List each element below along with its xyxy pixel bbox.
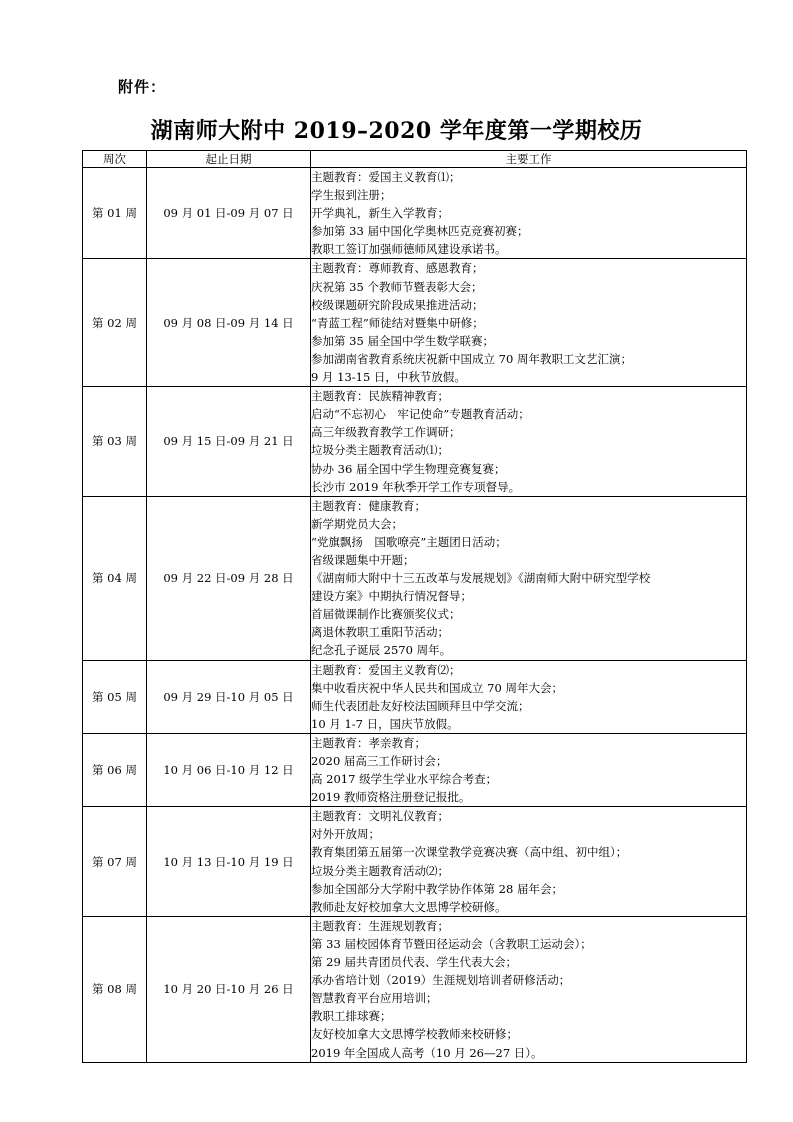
date-range-cell: 09 月 22 日-09 月 28 日	[147, 496, 311, 660]
work-item: 参加全国部分大学附中教学协作体第 28 届年会；	[311, 881, 563, 896]
work-item: 首届微课制作比赛颁奖仪式；	[311, 607, 461, 622]
work-item: 友好校加拿大文思博学校教师来校研修；	[311, 1027, 518, 1042]
work-item: 9 月 13-15 日，中秋节放假。	[311, 370, 466, 385]
work-cell	[311, 168, 747, 259]
work-item: 参加湖南省教育系统庆祝新中国成立 70 周年教职工文艺汇演；	[311, 351, 632, 366]
work-item: 长沙市 2019 年秋季开学工作专项督导。	[311, 479, 521, 494]
work-item: 教职工签订加强师德师风建设承诺书。	[311, 242, 507, 257]
work-item: 新学期党员大会；	[311, 516, 403, 531]
work-item: 师生代表团赴友好校法国顾拜旦中学交流；	[311, 698, 530, 713]
week-cell: 第 07 周	[83, 807, 147, 917]
work-item: 庆祝第 35 个教师节暨表彰大会；	[311, 279, 483, 294]
work-item: 教育集团第五届第一次课堂教学竞赛决赛（高中组、初中组）；	[311, 845, 628, 860]
table-row	[83, 660, 747, 733]
work-item: 主题教育：爱国主义教育⑵；	[311, 662, 461, 677]
week-cell: 第 01 周	[83, 168, 147, 259]
school-calendar-table	[82, 150, 747, 1063]
week-cell: 第 06 周	[83, 733, 147, 806]
work-item: 主题教育：文明礼仪教育；	[311, 809, 449, 824]
work-item: 省级课题集中开题；	[311, 552, 415, 567]
date-range-cell: 10 月 20 日-10 月 26 日	[147, 916, 311, 1062]
work-cell	[311, 496, 747, 660]
work-item: 垃圾分类主题教育活动⑴；	[311, 443, 449, 458]
work-cell	[311, 807, 747, 917]
work-item: 2019 教师资格注册登记报批。	[311, 790, 471, 805]
week-cell: 第 08 周	[83, 916, 147, 1062]
work-item: 主题教育：民族精神教育；	[311, 389, 449, 404]
work-item: 协办 36 届全国中学生物理竞赛复赛；	[311, 461, 506, 476]
table-row	[83, 807, 747, 917]
work-item: 2019 年全国成人高考（10 月 26—27 日）。	[311, 1045, 543, 1060]
work-item: 主题教育：爱国主义教育⑴；	[311, 170, 461, 184]
week-cell: 第 02 周	[83, 259, 147, 387]
work-item: 参加第 33 届中国化学奥林匹克竞赛初赛；	[311, 224, 529, 239]
work-cell	[311, 916, 747, 1062]
work-item: 智慧教育平台应用培训；	[311, 991, 438, 1006]
week-cell: 第 04 周	[83, 496, 147, 660]
work-item: 承办省培计划（2019）生涯规划培训者研修活动；	[311, 973, 571, 988]
work-item: 离退休教职工重阳节活动；	[311, 625, 449, 640]
table-row	[83, 168, 747, 259]
header-work: 主要工作	[311, 151, 747, 168]
date-range-cell: 09 月 01 日-09 月 07 日	[147, 168, 311, 259]
work-item: 教职工排球赛；	[311, 1009, 392, 1024]
work-item: 10 月 1-7 日，国庆节放假。	[311, 716, 459, 731]
work-item: “党旗飘扬 国歌嘹亮”主题团日活动；	[311, 534, 507, 549]
work-cell	[311, 733, 747, 806]
work-item: 高三年级教育教学工作调研；	[311, 425, 461, 440]
table-row	[83, 387, 747, 497]
work-item: 启动“不忘初心 牢记使命”专题教育活动；	[311, 407, 530, 422]
work-item: 参加第 35 届全国中学生数学联赛；	[311, 333, 494, 348]
date-range-cell: 10 月 06 日-10 月 12 日	[147, 733, 311, 806]
date-range-cell: 10 月 13 日-10 月 19 日	[147, 807, 311, 917]
work-item: 《湖南师大附中十三五改革与发展规划》《湖南师大附中研究型学校	[311, 571, 651, 586]
work-item: 学生报到注册；	[311, 188, 392, 203]
work-item: 开学典礼，新生入学教育；	[311, 206, 449, 221]
work-item: 第 29 届共青团员代表、学生代表大会；	[311, 955, 517, 970]
work-item: 教师赴友好校加拿大文思博学校研修。	[311, 899, 507, 914]
attachment-label: 附件：	[118, 78, 167, 96]
work-item: 垃圾分类主题教育活动⑵；	[311, 863, 449, 878]
table-row	[83, 496, 747, 660]
work-item: 主题教育：孝亲教育；	[311, 735, 426, 750]
table-row	[83, 259, 747, 387]
work-item: 主题教育：健康教育；	[311, 498, 426, 513]
work-item: 对外开放周；	[311, 827, 380, 842]
week-cell: 第 03 周	[83, 387, 147, 497]
work-cell	[311, 660, 747, 733]
work-item: 纪念孔子诞辰 2570 周年。	[311, 643, 452, 658]
date-range-cell: 09 月 15 日-09 月 21 日	[147, 387, 311, 497]
week-cell: 第 05 周	[83, 660, 147, 733]
work-cell	[311, 259, 747, 387]
work-item: 主题教育：生涯规划教育；	[311, 918, 449, 933]
table-row	[83, 916, 747, 1062]
work-item: 校级课题研究阶段成果推进活动；	[311, 297, 484, 312]
work-item: “青蓝工程”师徒结对暨集中研修；	[311, 315, 484, 330]
work-item: 第 33 届校园体育节暨田径运动会（含教职工运动会）；	[311, 936, 592, 951]
work-cell	[311, 387, 747, 497]
header-week: 周次	[83, 151, 147, 168]
work-item: 高 2017 级学生学业水平综合考查；	[311, 772, 498, 787]
table-header-row	[83, 151, 747, 168]
work-item: 主题教育：尊师教育、感恩教育；	[311, 261, 484, 276]
header-dates: 起止日期	[147, 151, 311, 168]
table-body	[83, 168, 747, 1063]
document-title: 湖南师大附中 2019–2020 学年度第一学期校历	[150, 118, 643, 144]
work-item: 集中收看庆祝中华人民共和国成立 70 周年大会；	[311, 680, 563, 695]
table-row	[83, 733, 747, 806]
date-range-cell: 09 月 08 日-09 月 14 日	[147, 259, 311, 387]
work-item: 建设方案》中期执行情况督导；	[311, 589, 472, 604]
date-range-cell: 09 月 29 日-10 月 05 日	[147, 660, 311, 733]
work-item: 2020 届高三工作研讨会；	[311, 754, 448, 768]
